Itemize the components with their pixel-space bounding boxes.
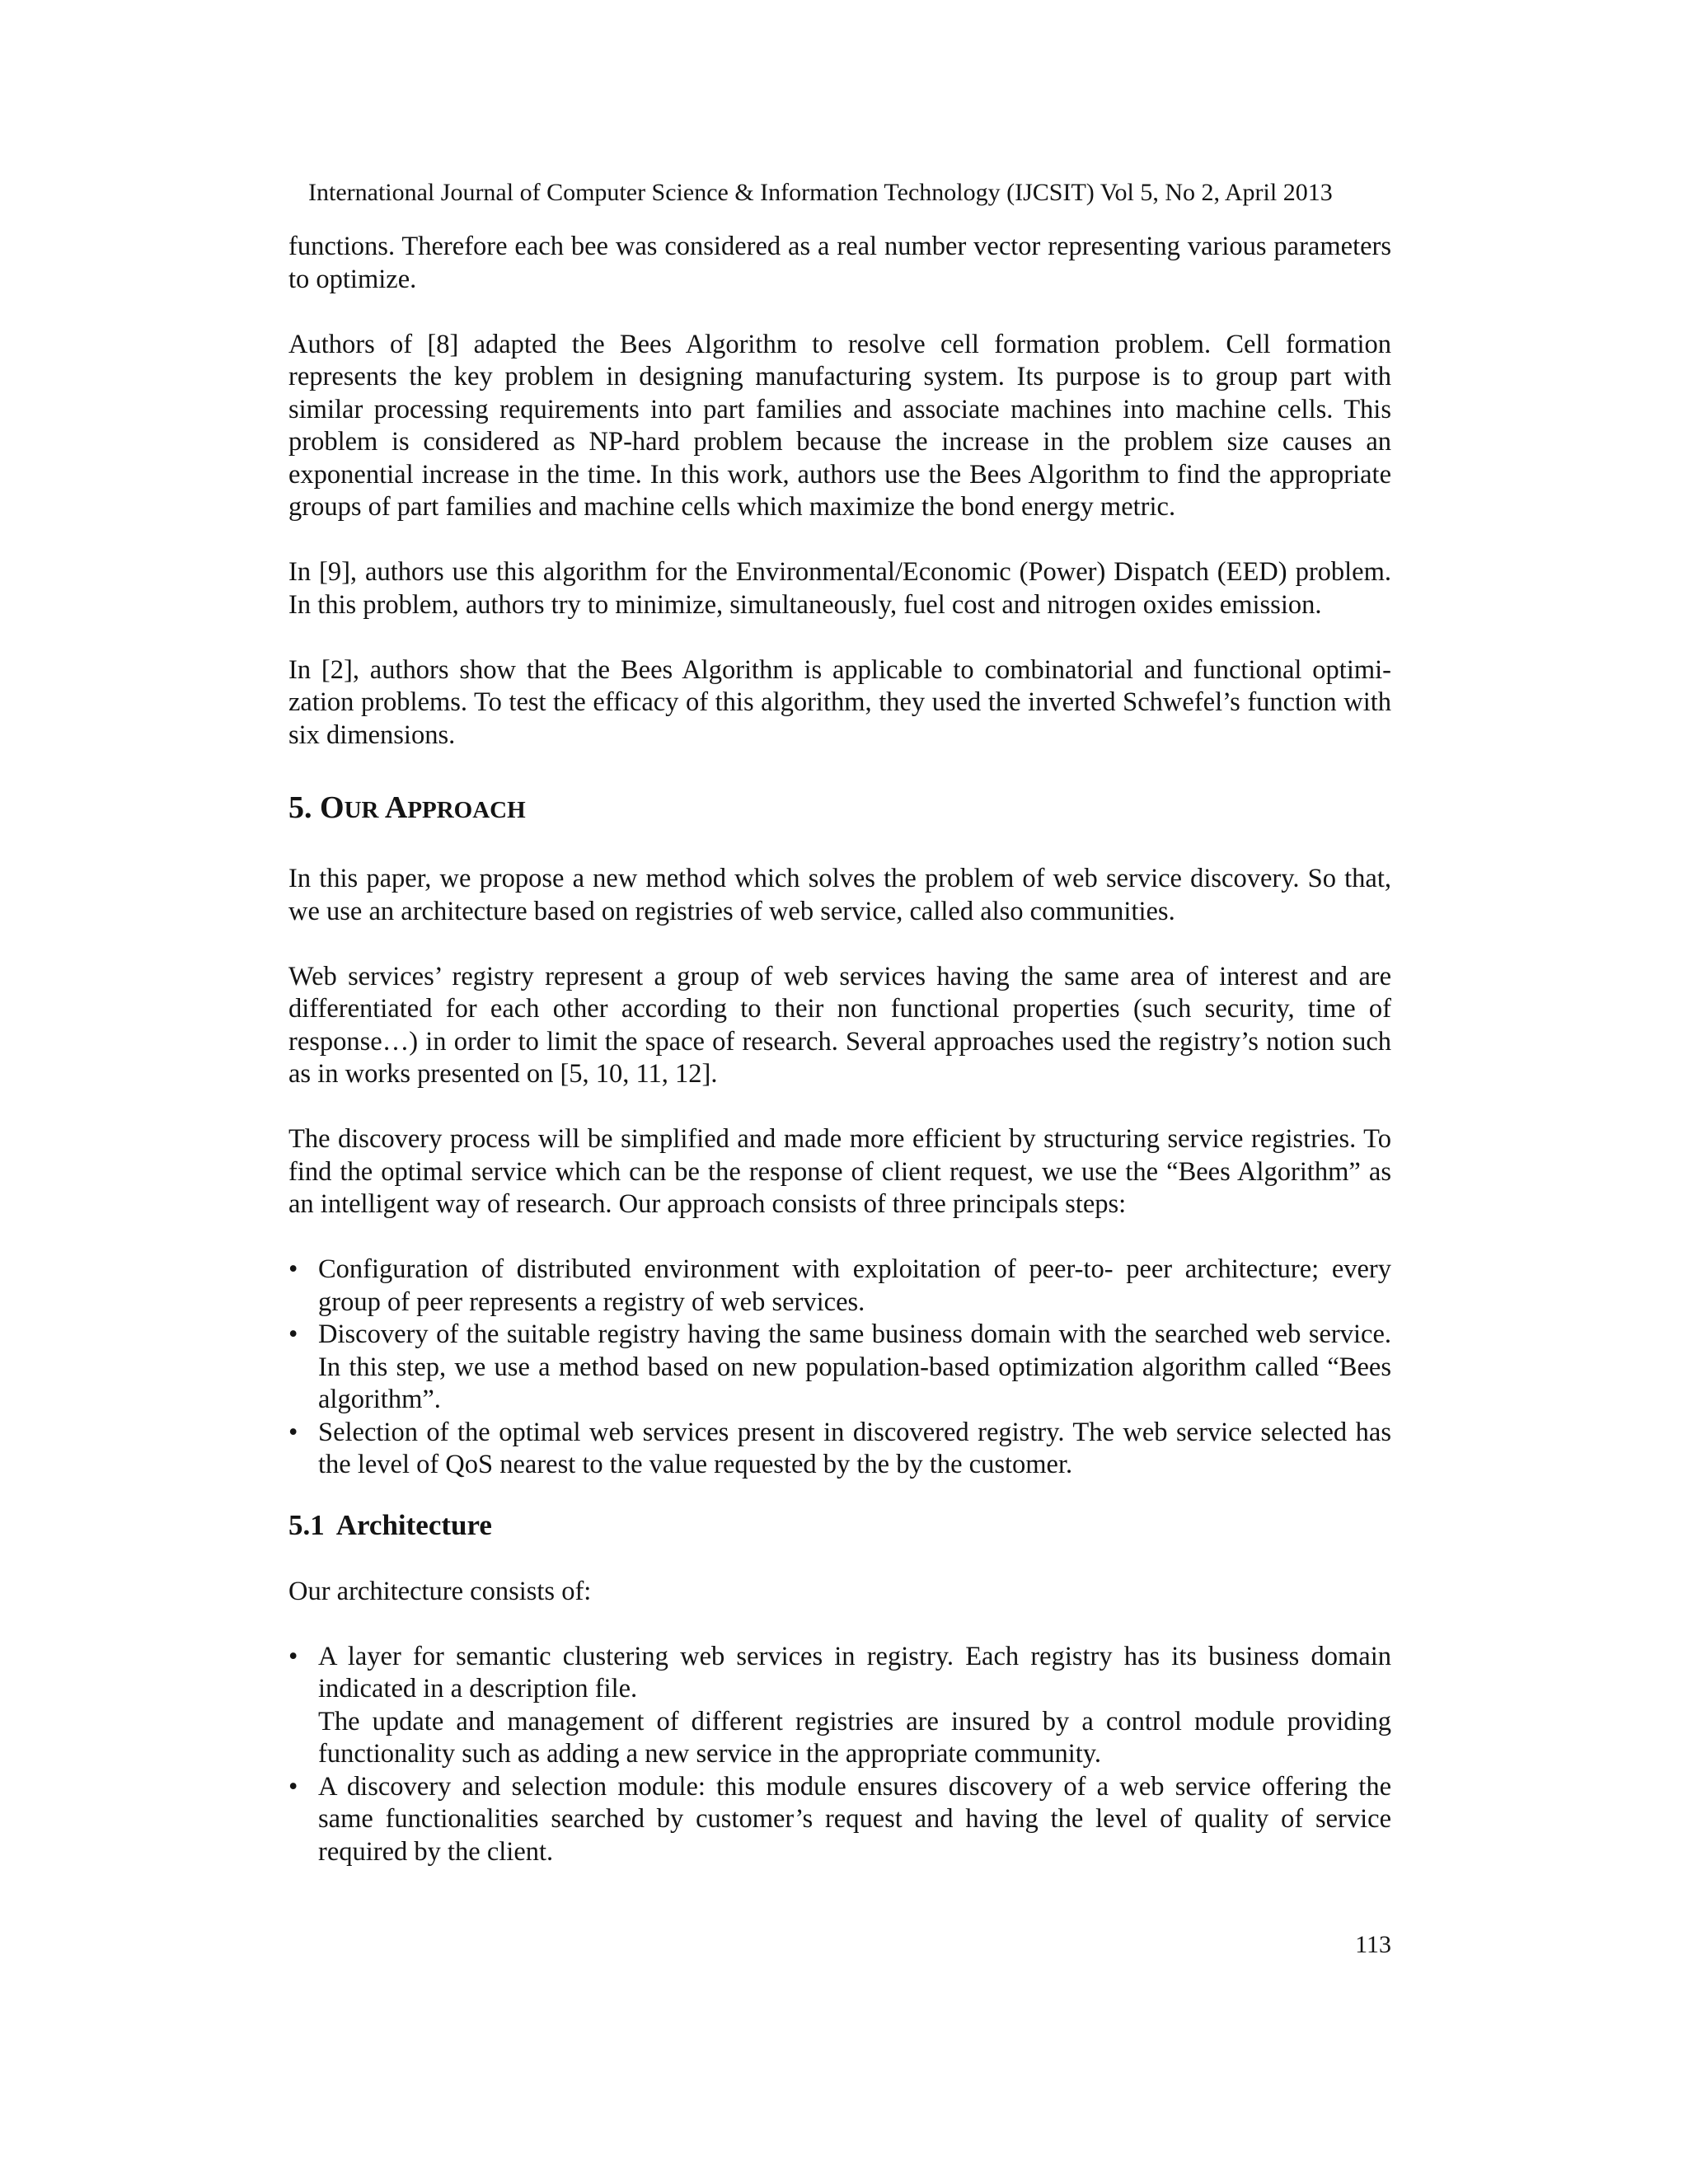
list-item: [288, 1771, 1391, 1869]
paragraph-proposal: In this paper, we propose a new method which solves the problem of web service discovery. So that, we use an architecture based on registries of web service, called also communities.: [288, 864, 1391, 926]
bullet-icon: •: [288, 1417, 298, 1447]
architecture-item-text: A discovery and selection module: this module ensures discovery of a web service offering the same functionalities searched by customer’s request and having the level of quality of service required by the client.: [318, 1771, 1391, 1867]
subsection-heading-architecture: [288, 1508, 1391, 1543]
section-title-word2-initial: A: [384, 790, 408, 825]
approach-steps-list: [288, 1254, 1391, 1482]
running-header: International Journal of Computer Science & Information Technology (IJCSIT) Vol 5, No 2, April 2013: [308, 179, 1333, 206]
architecture-item-continuation: The update and management of different registries are insured by a control module providing functionality such as adding a new service in the appropriate community.: [318, 1706, 1391, 1769]
paragraph-cell-formation: Authors of [8] adapted the Bees Algorithm to resolve cell formation problem. Cell formation represents the key problem in designing manufacturing system. Its purpose is to group part with similar processing requirements into part families and associate machines into machine cells. This problem is considered as NP-hard problem because the increase in the problem size causes an exponential increase in the time. In this work, authors use the Bees Algorithm to find the appropriate groups of part families and machine cells which maximize the bond energy metric.: [288, 329, 1391, 522]
paragraph-architecture-intro: Our architecture consists of:: [288, 1576, 592, 1606]
section-title-word2-rest: PPROACH: [407, 797, 526, 823]
list-item: [288, 1417, 1391, 1482]
bullet-icon: •: [288, 1771, 298, 1802]
subsection-title: Architecture: [335, 1508, 492, 1541]
paragraph-bees-vector: functions. Therefore each bee was considered as a real number vector representing various parameters to optimize.: [288, 232, 1391, 294]
paragraph-eed: In [9], authors use this algorithm for the Environmental/Economic (Power) Dispatch (EED) problem. In this problem, authors try to minimize, simultaneously, fuel cost and nitrogen oxides emission.: [288, 557, 1391, 620]
list-item: [288, 1641, 1391, 1771]
bullet-icon: •: [288, 1319, 298, 1349]
step-text: Selection of the optimal web services present in discovered registry. The web service selected has the level of QoS nearest to the value requested by the by the customer.: [318, 1417, 1391, 1479]
paragraph-registry: Web services’ registry represent a group of web services having the same area of interest and are differentiated for each other according to their non functional properties (such security, time of response…) in order to limit the space of research. Several approaches used the registry’s notion such as in works presented on [5, 10, 11, 12].: [288, 961, 1391, 1089]
architecture-item-text: A layer for semantic clustering web services in registry. Each registry has its business domain indicated in a description file.: [318, 1641, 1391, 1704]
bullet-icon: •: [288, 1254, 298, 1284]
section-title-word1-initial: O: [320, 790, 345, 825]
bullet-icon: •: [288, 1641, 298, 1671]
section-number: 5.: [288, 790, 320, 825]
page-number: 113: [1355, 1931, 1391, 1958]
paragraph-discovery-process: The discovery process will be simplified and made more efficient by structuring service registries. To find the optimal service which can be the response of client request, we use the “Bees Algorithm” as an intelligent way of research. Our approach consists of three principals steps:: [288, 1124, 1391, 1219]
step-text: Configuration of distributed environment with exploitation of peer-to- peer architecture; every group of peer represents a registry of web services.: [318, 1254, 1391, 1317]
step-text: Discovery of the suitable registry having the same business domain with the searched web service. In this step, we use a method based on new population-based optimization algorithm called “Bees algorithm”.: [318, 1319, 1391, 1414]
architecture-list: [288, 1641, 1391, 1869]
list-item: [288, 1319, 1391, 1417]
section-heading-our-approach: [288, 790, 1391, 828]
page-body: [288, 231, 1391, 1868]
list-item: [288, 1254, 1391, 1319]
section-title-word1-rest: UR: [344, 797, 379, 823]
paragraph-schwefel: In [2], authors show that the Bees Algorithm is applicable to combinatorial and functional optimization problems. To test the efficacy of this algorithm, they used the inverted Schwefel’s function with six dimensions.: [288, 654, 1391, 750]
subsection-number: 5.1: [288, 1508, 325, 1541]
